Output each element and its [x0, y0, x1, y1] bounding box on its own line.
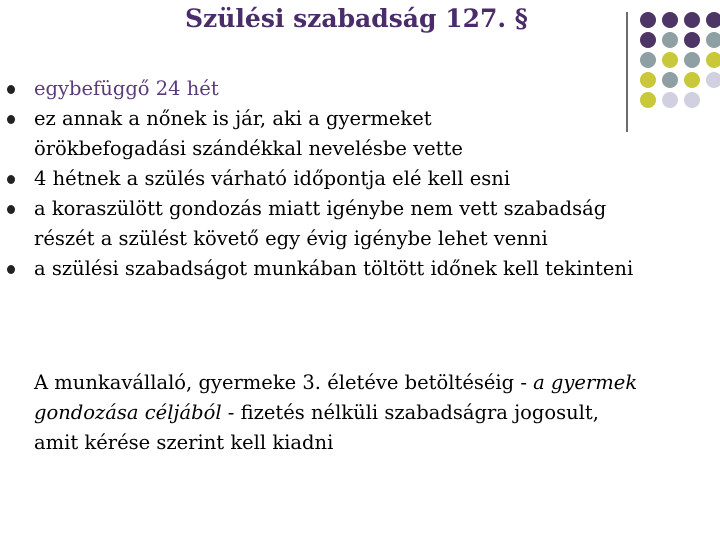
bullet-text: egybefüggő 24 hét: [34, 77, 219, 100]
bullet-dot-icon: [7, 265, 15, 274]
bullet-text-continued: részét a szülést követő egy évig igénybe lehet venni: [34, 227, 548, 250]
bullet-item: [0, 254, 720, 284]
decorative-dot: [662, 32, 678, 48]
decorative-dot: [706, 32, 720, 48]
bullet-item: [0, 74, 720, 104]
decorative-dot: [684, 52, 700, 68]
bullet-text: ez annak a nőnek is jár, aki a gyermeket: [34, 107, 432, 130]
bullet-text-continued: örökbefogadási szándékkal nevelésbe vette: [34, 137, 463, 160]
bullet-text: a szülési szabadságot munkában töltött időnek kell tekinteni: [34, 257, 634, 280]
bullet-dot-icon: [7, 85, 15, 94]
bullet-dot-icon: [7, 115, 15, 124]
note-line: [34, 398, 637, 428]
decorative-dot: [640, 52, 656, 68]
decorative-dot: [662, 52, 678, 68]
bullet-dot-icon: [7, 205, 15, 214]
decorative-dot: [706, 52, 720, 68]
bullet-item: [0, 194, 720, 254]
decorative-dot: [684, 32, 700, 48]
note-paragraph: [34, 368, 637, 458]
bullet-text: a koraszülött gondozás miatt igénybe nem vett szabadság: [34, 197, 607, 220]
note-line: [34, 368, 637, 398]
decorative-dot: [684, 12, 700, 28]
note-emphasis: gondozása céljából: [34, 401, 222, 424]
note-emphasis: a gyermek: [533, 371, 638, 394]
bullet-list: [0, 74, 720, 284]
slide-title: Szülési szabadság 127. §: [185, 4, 528, 33]
decorative-dot: [706, 12, 720, 28]
bullet-item: [0, 164, 720, 194]
decorative-dot: [640, 32, 656, 48]
bullet-item: [0, 104, 720, 164]
note-text: A munkavállaló, gyermeke 3. életéve betöltéséig -: [34, 371, 534, 394]
decorative-dot: [662, 12, 678, 28]
note-text: amit kérése szerint kell kiadni: [34, 431, 334, 454]
note-text: - fizetés nélküli szabadságra jogosult,: [221, 401, 599, 424]
bullet-dot-icon: [7, 175, 15, 184]
note-line: [34, 428, 637, 458]
decorative-dot: [640, 12, 656, 28]
bullet-text: 4 hétnek a szülés várható időpontja elé kell esni: [34, 167, 511, 190]
